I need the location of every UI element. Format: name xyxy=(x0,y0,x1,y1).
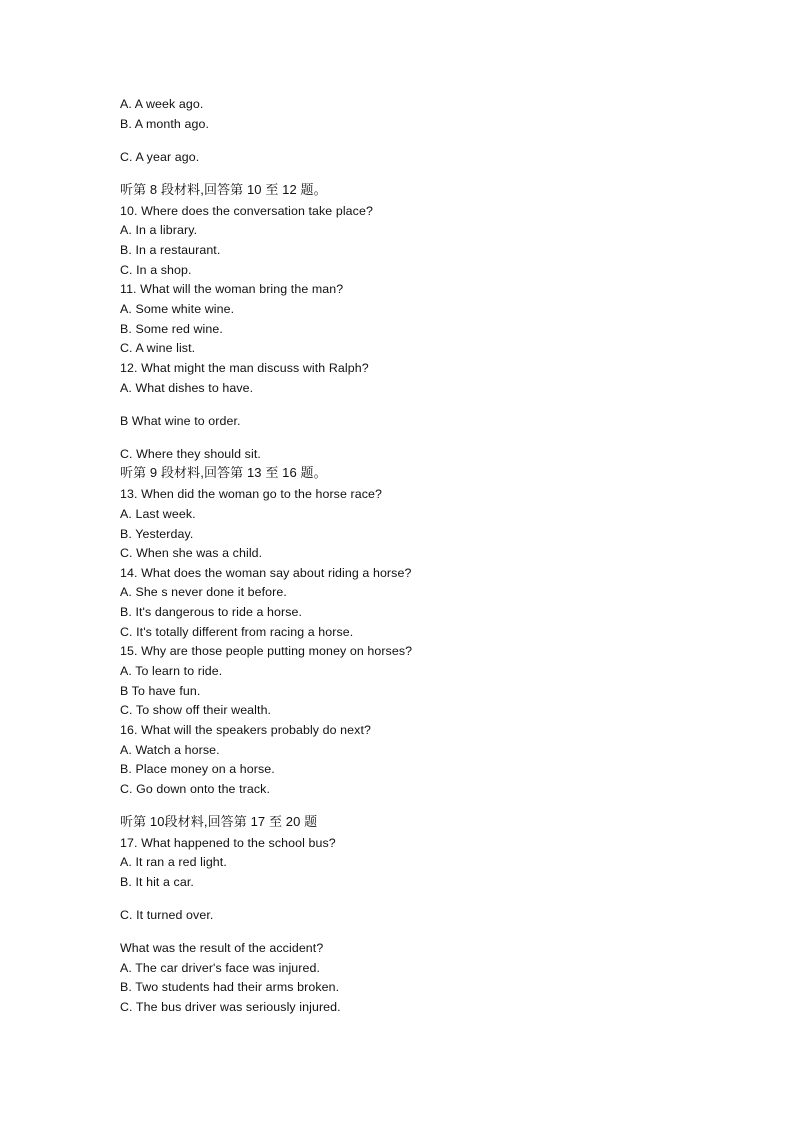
option-line: C. When she was a child. xyxy=(120,546,263,560)
question-line: 17. What happened to the school bus? xyxy=(120,836,336,850)
question-line: 10. Where does the conversation take place? xyxy=(120,204,373,218)
option-line: A. What dishes to have. xyxy=(120,381,254,395)
question-line: 13. When did the woman go to the horse race? xyxy=(120,487,383,501)
option-line: C. To show off their wealth. xyxy=(120,703,272,717)
section-heading: 听第 10段材料,回答第 17 至 20 题 xyxy=(120,814,318,829)
option-line: C. A wine list. xyxy=(120,341,196,355)
option-line: B. Yesterday. xyxy=(120,527,194,541)
option-line: A. In a library. xyxy=(120,223,198,237)
option-line: C. Where they should sit. xyxy=(120,447,261,461)
option-line: B To have fun. xyxy=(120,684,201,698)
option-line: C. The bus driver was seriously injured. xyxy=(120,1000,341,1014)
option-line: C. In a shop. xyxy=(120,263,192,277)
option-line: B. It hit a car. xyxy=(120,875,194,889)
section-heading: 听第 9 段材料,回答第 13 至 16 题。 xyxy=(120,465,327,480)
option-line: C. It turned over. xyxy=(120,908,214,922)
question-line: 16. What will the speakers probably do next? xyxy=(120,723,371,737)
question-line: What was the result of the accident? xyxy=(120,941,324,955)
question-line: 15. Why are those people putting money on horses? xyxy=(120,644,413,658)
option-line: B. Two students had their arms broken. xyxy=(120,980,340,994)
option-line: A. Watch a horse. xyxy=(120,743,220,757)
option-line: A. The car driver's face was injured. xyxy=(120,961,321,975)
option-line: C. A year ago. xyxy=(120,150,200,164)
question-line: 14. What does the woman say about riding a horse? xyxy=(120,566,412,580)
option-line: A. A week ago. xyxy=(120,97,204,111)
option-line: A. Last week. xyxy=(120,507,196,521)
option-line: A. She s never done it before. xyxy=(120,585,287,599)
option-line: B. Some red wine. xyxy=(120,322,223,336)
option-line: A. It ran a red light. xyxy=(120,855,227,869)
section-heading: 听第 8 段材料,回答第 10 至 12 题。 xyxy=(120,182,327,197)
option-line: B. It's dangerous to ride a horse. xyxy=(120,605,303,619)
option-line: B. In a restaurant. xyxy=(120,243,221,257)
option-line: C. Go down onto the track. xyxy=(120,782,270,796)
option-line: A. Some white wine. xyxy=(120,302,235,316)
option-line: B. Place money on a horse. xyxy=(120,762,275,776)
option-line: B What wine to order. xyxy=(120,414,241,428)
question-line: 11. What will the woman bring the man? xyxy=(120,282,344,296)
question-line: 12. What might the man discuss with Ralph? xyxy=(120,361,369,375)
option-line: A. To learn to ride. xyxy=(120,664,223,678)
option-line: C. It's totally different from racing a horse. xyxy=(120,625,354,639)
option-line: B. A month ago. xyxy=(120,117,209,131)
